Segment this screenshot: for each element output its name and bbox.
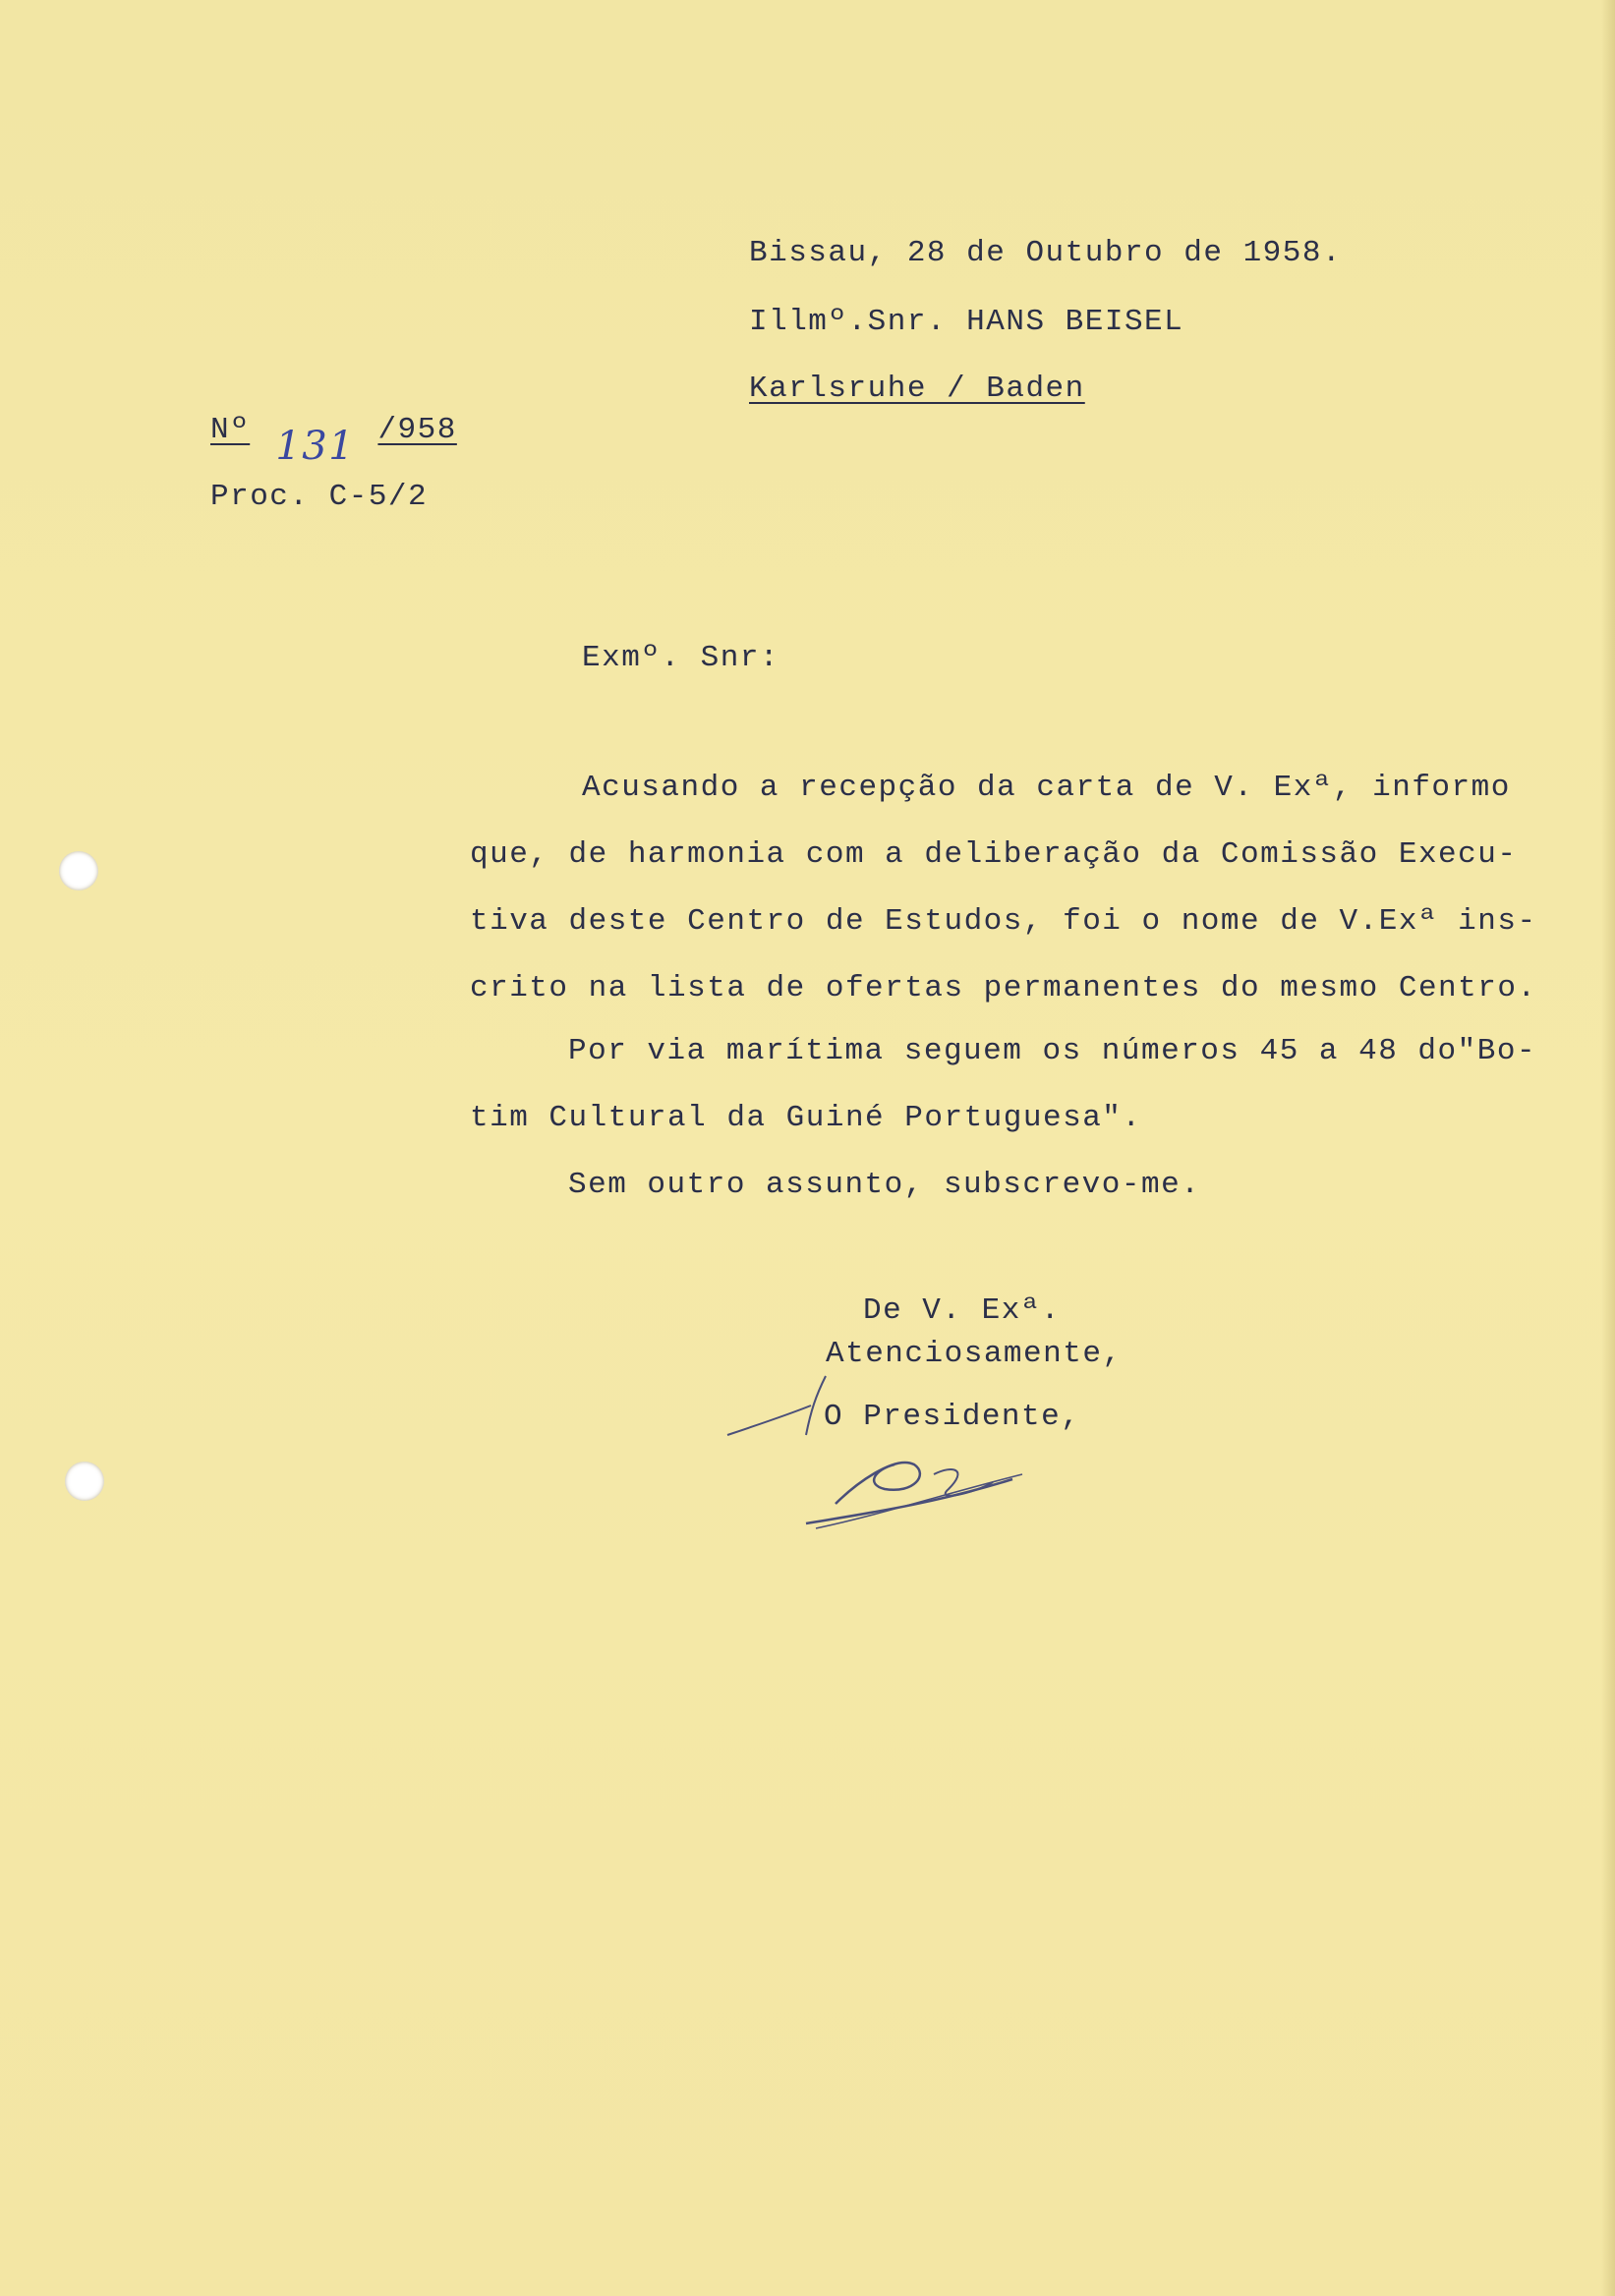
body-line: Sem outro assunto, subscrevo-me. — [568, 1168, 1201, 1202]
body-line: Acusando a recepção da carta de V. Exª, informo — [582, 771, 1511, 805]
signature-scribble — [718, 1356, 1052, 1553]
reference-prefix: Nº — [210, 413, 251, 447]
punch-hole-bottom — [65, 1462, 104, 1501]
closing-line-3: O Presidente, — [824, 1400, 1081, 1434]
closing-line-2: Atenciosamente, — [826, 1337, 1123, 1371]
place-date: Bissau, 28 de Outubro de 1958. — [749, 236, 1343, 270]
body-line: tim Cultural da Guiné Portuguesa". — [470, 1101, 1142, 1135]
punch-hole-top — [59, 851, 98, 890]
process-reference: Proc. C-5/2 — [210, 480, 429, 514]
reference-year: /958 — [377, 413, 457, 447]
paper-edge — [1601, 0, 1615, 2296]
reference-handwritten: 131 — [275, 424, 356, 469]
closing-line-1: De V. Exª. — [863, 1293, 1062, 1328]
body-line: Por via marítima seguem os números 45 a 48 do"Bo- — [568, 1034, 1537, 1068]
recipient-name: Illmº.Snr. HANS BEISEL — [749, 305, 1184, 339]
body-line: tiva deste Centro de Estudos, foi o nome de V.Exª ins- — [470, 904, 1537, 939]
recipient-address: Karlsruhe / Baden — [749, 372, 1085, 406]
reference-number — [210, 413, 457, 469]
body-line: que, de harmonia com a deliberação da Comissão Execu- — [470, 837, 1518, 872]
salutation: Exmº. Snr: — [582, 641, 780, 675]
body-line: crito na lista de ofertas permanentes do mesmo Centro. — [470, 971, 1537, 1005]
